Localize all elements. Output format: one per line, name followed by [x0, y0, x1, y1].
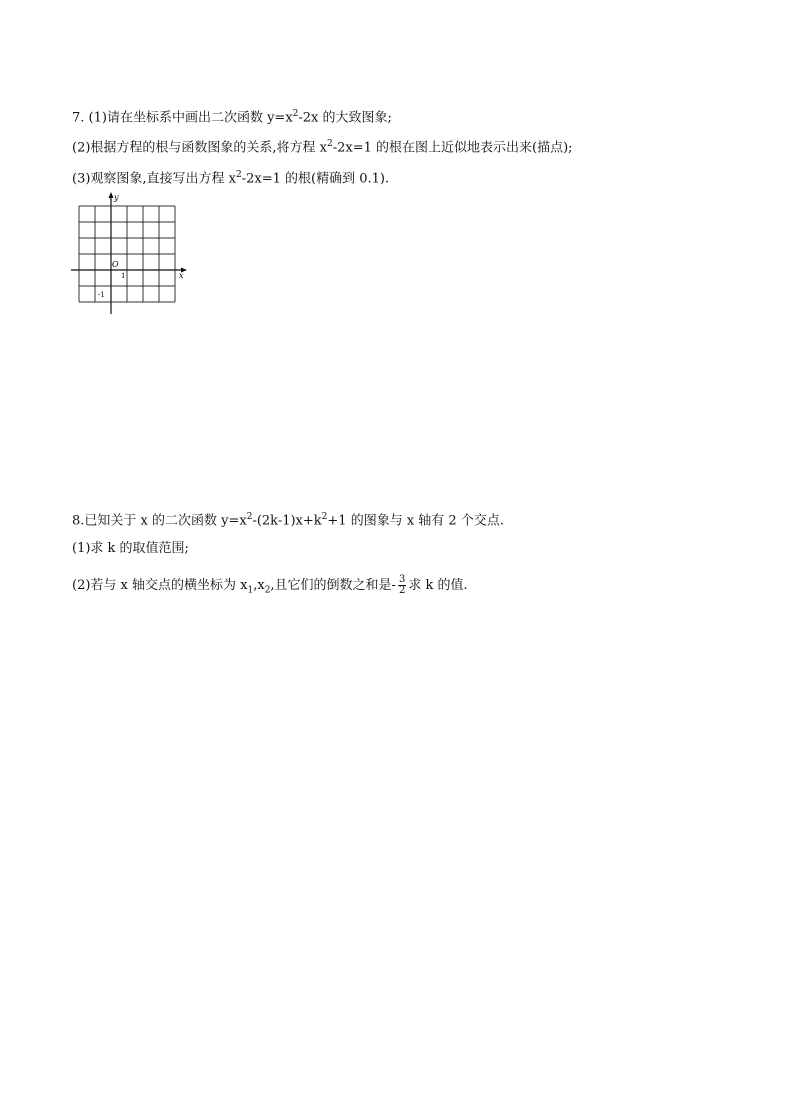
x-axis-label: x	[179, 271, 184, 280]
tick-label-1: 1	[121, 272, 126, 280]
tick-label-neg1: -1	[98, 291, 105, 299]
y-axis-arrow	[109, 192, 114, 198]
q7-part3: (3)观察图象,直接写出方程 $x^2-2x=1$ 的根(精确到 0.1).	[72, 170, 390, 187]
origin-label: O	[112, 260, 119, 269]
q8-part1: (1)求 k 的取值范围;	[72, 541, 189, 556]
fraction: $\frac{3}{2}$	[398, 574, 406, 596]
q8-stem: 8.已知关于 x 的二次函数 $y=x^2-(2k-1)x+k^2+1$ 的图象与 x 轴有 2 个交点.	[72, 512, 504, 529]
q8-part2: (2)若与 x 轴交点的横坐标为 $x_1,x_2$,且它们的倒数之和是- $\frac{3}{2}$ 求 k 的值.	[72, 574, 468, 596]
y-axis-label: y	[114, 193, 119, 202]
q7-part1: 7. (1)请在坐标系中画出二次函数 $y=x^2-2x$ 的大致图象;	[72, 109, 392, 126]
grid-lines	[79, 206, 175, 302]
coordinate-grid	[68, 190, 198, 320]
q7-part2: (2)根据方程的根与函数图象的关系,将方程 $x^2-2x=1$ 的根在图上近似地表示出来(描点);	[72, 139, 573, 156]
